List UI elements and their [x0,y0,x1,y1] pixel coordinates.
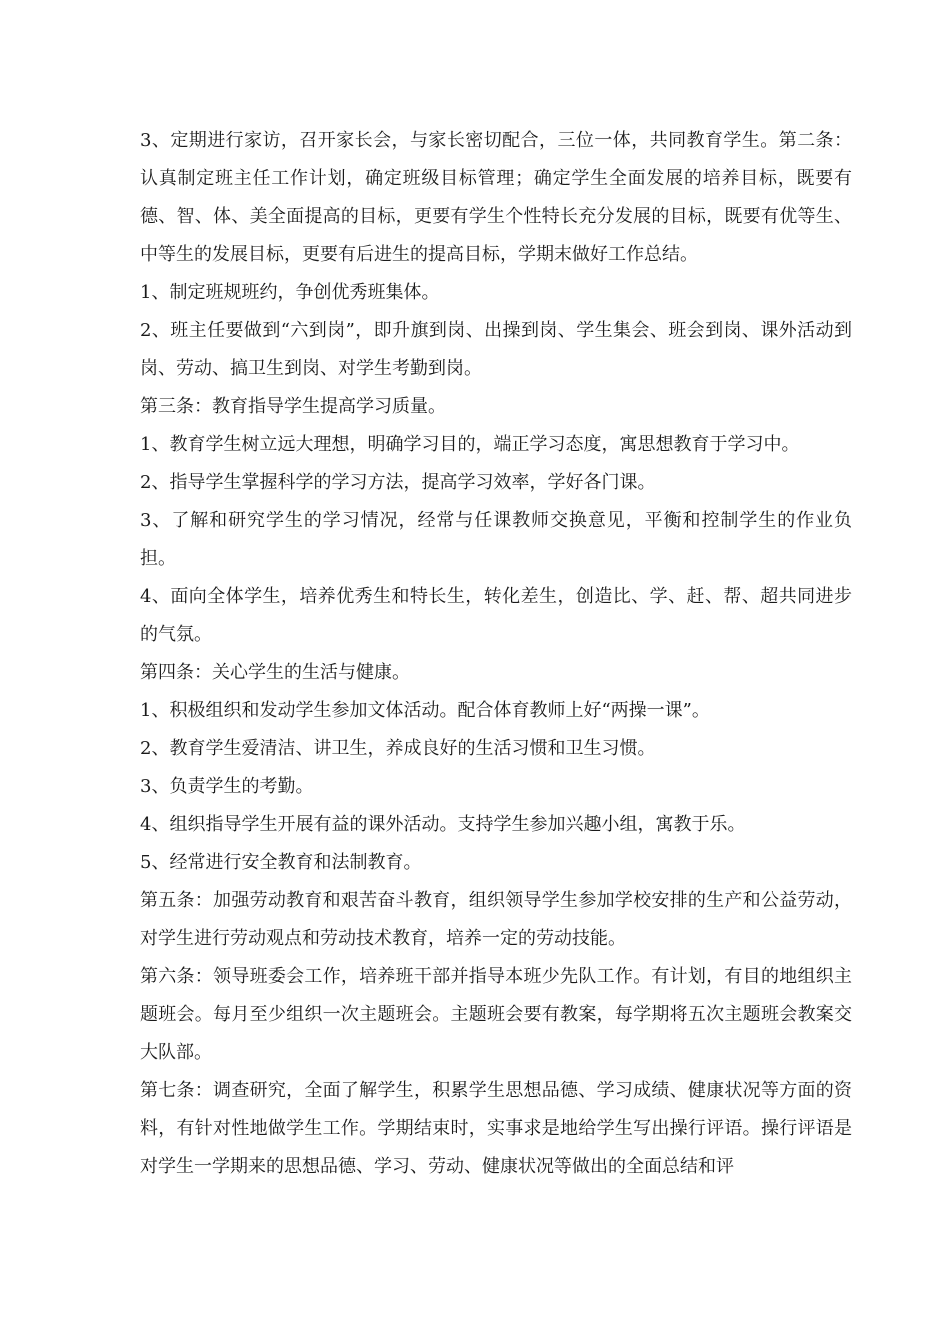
paragraph: 1、积极组织和发动学生参加文体活动。配合体育教师上好“两操一课”。 [140,700,710,721]
paragraph: 第三条：教育指导学生提高学习质量。 [140,396,446,417]
paragraph: 3、了解和研究学生的学习情况，经常与任课教师交换意见，平衡和控制学生的作业负担。 [140,510,852,569]
paragraph: 第六条：领导班委会工作，培养班干部并指导本班少先队工作。有计划，有目的地组织主题班会。每月至少组织一次主题班会。主题班会要有教案，每学期将五次主题班会教案交大队部。 [140,966,852,1063]
paragraph: 第五条：加强劳动教育和艰苦奋斗教育，组织领导学生参加学校安排的生产和公益劳动，对学生进行劳动观点和劳动技术教育，培养一定的劳动技能。 [140,890,852,949]
paragraph: 第四条：关心学生的生活与健康。 [140,662,410,683]
paragraph: 1、制定班规班约，争创优秀班集体。 [140,282,440,303]
paragraph: 第七条：调查研究，全面了解学生，积累学生思想品德、学习成绩、健康状况等方面的资料，有针对性地做学生工作。学期结束时，实事求是地给学生写出操行评语。操行评语是对学生一学期来的思想品德、学习、劳动、健康状况等做出的全面总结和评 [140,1080,852,1177]
document-body [140,122,852,1186]
paragraph: 5、经常进行安全教育和法制教育。 [140,852,422,873]
paragraph: 4、组织指导学生开展有益的课外活动。支持学生参加兴趣小组，寓教于乐。 [140,814,746,835]
paragraph: 4、面向全体学生，培养优秀生和特长生，转化差生，创造比、学、赶、帮、超共同进步的气氛。 [140,586,852,645]
paragraph: 3、定期进行家访，召开家长会，与家长密切配合，三位一体，共同教育学生。第二条：认真制定班主任工作计划，确定班级目标管理；确定学生全面发展的培养目标，既要有德、智、体、美全面提高的目标，更要有学生个性特长充分发展的目标，既要有优等生、中等生的发展目标，更要有后进生的提高目标，学期末做好工作总结。 [140,130,852,265]
paragraph: 3、负责学生的考勤。 [140,776,314,797]
paragraph: 1、教育学生树立远大理想，明确学习目的，端正学习态度，寓思想教育于学习中。 [140,434,800,455]
paragraph: 2、教育学生爱清洁、讲卫生，养成良好的生活习惯和卫生习惯。 [140,738,656,759]
paragraph: 2、指导学生掌握科学的学习方法，提高学习效率，学好各门课。 [140,472,656,493]
paragraph: 2、班主任要做到“六到岗”，即升旗到岗、出操到岗、学生集会、班会到岗、课外活动到岗、劳动、搞卫生到岗、对学生考勤到岗。 [140,320,852,379]
